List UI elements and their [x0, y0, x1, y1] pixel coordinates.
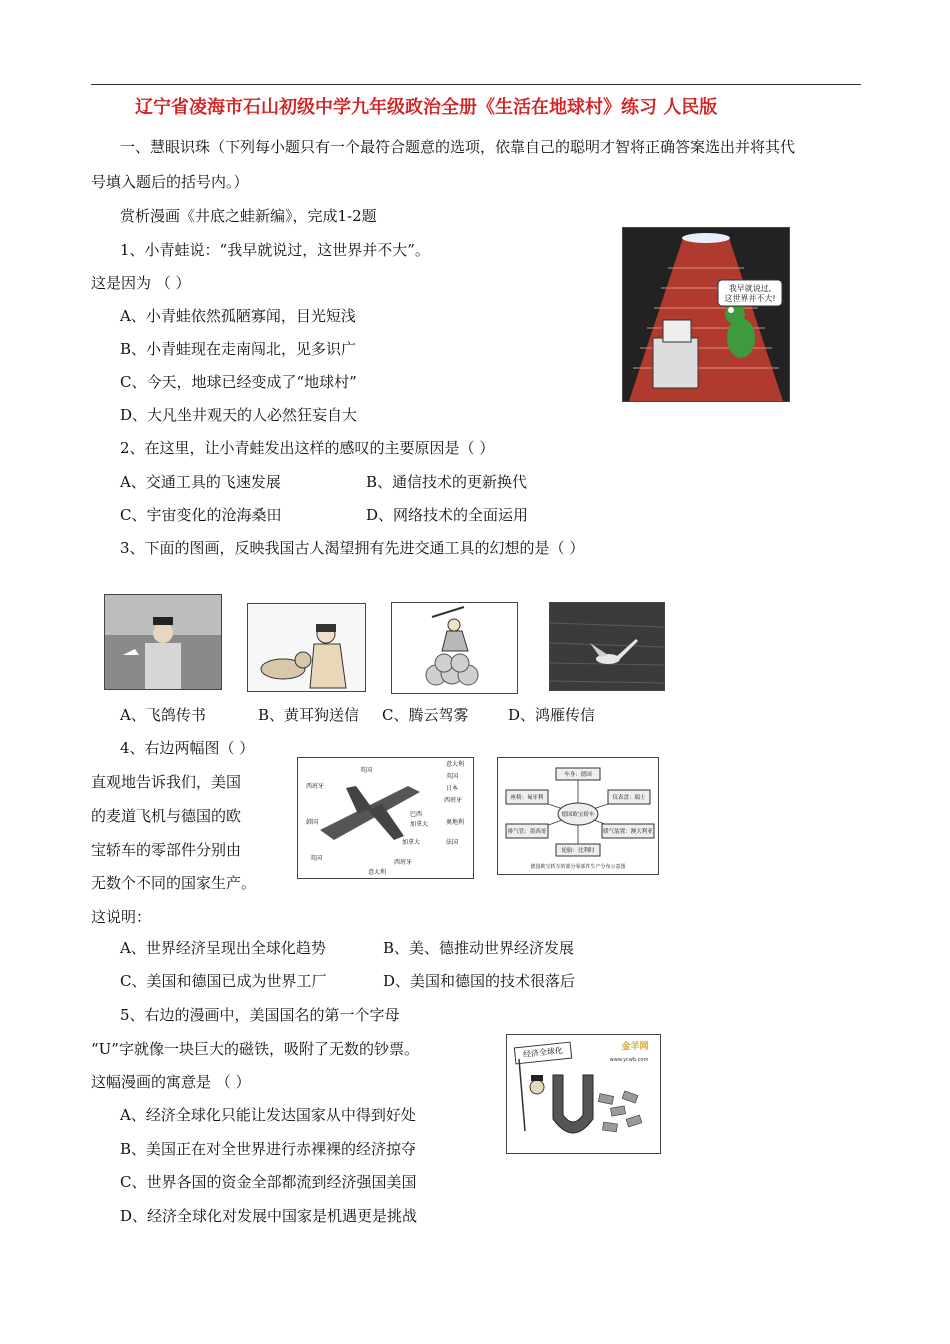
- car-node-label: 座椅：匈牙利: [510, 795, 544, 801]
- plane-label: 西班牙: [394, 859, 413, 866]
- car-center-label: 德国欧宝轿车: [561, 812, 595, 818]
- plane-label: 英国: [446, 773, 459, 780]
- q4-option-a: A、世界经济呈现出全球化趋势: [120, 939, 326, 957]
- plane-label: 韩国: [306, 819, 319, 826]
- cartoon-logo-url: www.ycwb.com: [609, 1057, 649, 1063]
- q4-text-line: 直观地告诉我们，美国: [91, 773, 242, 791]
- q5-option-c: C、世界各国的资金全部都流到经济强国美国: [120, 1173, 417, 1191]
- plane-label: 日本: [446, 785, 459, 792]
- car-node-label: 车身：德国: [564, 772, 592, 778]
- q1-stem-cont: 这是因为 （ ）: [91, 274, 191, 292]
- cloud-riding-image: [391, 602, 518, 694]
- q5-stem: 5、右边的漫画中，美国国名的第一个字母: [120, 1006, 400, 1024]
- q5-option-b: B、美国正在对全世界进行赤裸裸的经济掠夺: [120, 1140, 417, 1158]
- q3-stem: 3、下面的图画，反映我国古人渴望拥有先进交通工具的幻想的是（ ）: [120, 539, 585, 557]
- dog-letter-image: [247, 603, 366, 692]
- car-node-label: 暖气装置：澳大利亚: [603, 829, 653, 835]
- q3-option-d: D、鸿雁传信: [508, 706, 596, 724]
- q4-text-line: 这说明：: [91, 908, 152, 926]
- q2-stem: 2、在这里，让小青蛙发出这样的感叹的主要原因是（ ）: [120, 439, 495, 457]
- q3-option-c: C、腾云驾雾: [382, 706, 469, 724]
- car-node-label: 仪表盘：瑞士: [612, 795, 646, 801]
- car-parts-diagram: [497, 757, 659, 875]
- q5-option-a: A、经济全球化只能让发达国家从中得到好处: [120, 1106, 416, 1124]
- q1-option-c: C、今天，地球已经变成了“地球村”: [120, 373, 357, 391]
- q2-option-d: D、网络技术的全面运用: [366, 506, 529, 524]
- goose-letter-image: [549, 602, 665, 691]
- plane-label: 意大利: [446, 761, 465, 768]
- q4-text-line: 的麦道飞机与德国的欧: [91, 807, 242, 825]
- q4-text-line: 宝轿车的零部件分别由: [91, 841, 242, 859]
- q4-option-b: B、美、德推动世界经济发展: [383, 939, 575, 957]
- frog-comic-image: [622, 227, 790, 402]
- cartoon-flag-text: 经济全球化: [522, 1045, 564, 1060]
- plane-label: 英国: [310, 855, 323, 862]
- q2-option-c: C、宇宙变化的沧海桑田: [120, 506, 282, 524]
- car-node-label: 轮胎：比利时: [561, 848, 595, 854]
- plane-label: 法国: [446, 839, 459, 846]
- q4-stem: 4、右边两幅图（ ）: [120, 739, 255, 757]
- q5-stem-cont: 这幅漫画的寓意是 （ ）: [91, 1073, 251, 1091]
- q3-option-a: A、飞鸽传书: [120, 706, 206, 724]
- frog-bubble-line2: 这世界并不大!: [724, 294, 776, 303]
- top-divider: [91, 84, 861, 85]
- q1-option-d: D、大凡坐井观天的人必然狂妄自大: [120, 406, 358, 424]
- plane-label: 意大利: [368, 869, 387, 876]
- cartoon-logo-text: 金羊网: [621, 1042, 649, 1052]
- q4-option-d: D、美国和德国的技术很落后: [383, 972, 576, 990]
- q5-stem-cont: “U”字就像一块巨大的磁铁，吸附了无数的钞票。: [91, 1040, 419, 1058]
- pigeon-letter-image: [104, 594, 222, 690]
- magnet-cartoon-image: [506, 1034, 661, 1154]
- comic-intro: 赏析漫画《井底之蛙新编》，完成1-2题: [120, 207, 377, 225]
- plane-label: 加拿大: [402, 839, 421, 846]
- plane-label: 西班牙: [444, 797, 463, 804]
- q3-option-b: B、黄耳狗送信: [258, 706, 360, 724]
- q5-option-d: D、经济全球化对发展中国家是机遇更是挑战: [120, 1207, 418, 1225]
- q1-option-a: A、小青蛙依然孤陋寡闻，目光短浅: [120, 307, 356, 325]
- q2-option-a: A、交通工具的飞速发展: [120, 473, 281, 491]
- section-heading-cont: 号填入题后的括号内。）: [91, 173, 249, 191]
- q4-text-line: 无数个不同的国家生产。: [91, 874, 257, 892]
- section-heading: 一、慧眼识珠（下列每小题只有一个最符合题意的选项，依靠自己的聪明才智将正确答案选出并将其代: [120, 138, 796, 156]
- car-node-label: 排气管：墨西哥: [507, 829, 547, 835]
- frog-bubble-line1: 我早就说过,: [728, 284, 772, 293]
- q4-option-c: C、美国和德国已成为世界工厂: [120, 972, 327, 990]
- q1-stem: 1、小青蛙说：“我早就说过，这世界并不大”。: [120, 241, 430, 259]
- page-title: 辽宁省凌海市石山初级中学九年级政治全册《生活在地球村》练习 人民版: [135, 97, 718, 118]
- plane-label: 巴西: [410, 811, 423, 818]
- plane-label: 奥地利: [446, 819, 465, 826]
- plane-parts-diagram: [297, 757, 474, 879]
- car-diagram-caption: 德国欧宝轿车的部分零部件生产分布示意图: [530, 864, 626, 870]
- q1-option-b: B、小青蛙现在走南闯北，见多识广: [120, 340, 357, 358]
- q2-option-b: B、通信技术的更新换代: [366, 473, 528, 491]
- plane-label: 加拿大: [410, 821, 429, 828]
- plane-label: 英国: [360, 767, 373, 774]
- plane-label: 西班牙: [306, 783, 325, 790]
